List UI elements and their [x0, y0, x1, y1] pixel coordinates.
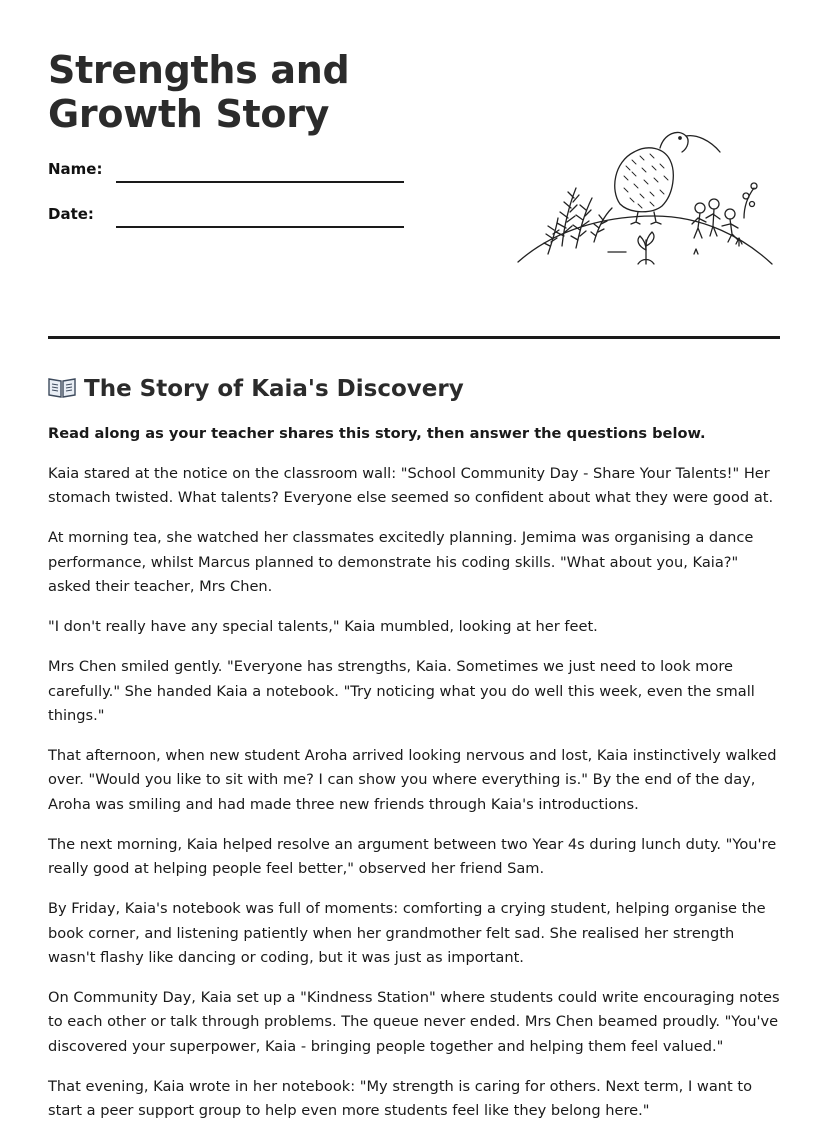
worksheet-header	[48, 0, 780, 402]
child-head-1	[695, 203, 705, 213]
name-label: Name:	[48, 160, 103, 178]
worksheet-page	[48, 0, 780, 1120]
name-write-line[interactable]	[116, 181, 404, 183]
story-paragraph: Kaia stared at the notice on the classroom wall: "School Community Day - Share Your Talents!" Her stomach twisted. What talents? Everyone else seemed so confident about what they were good at.	[48, 465, 774, 507]
story-paragraph: On Community Day, Kaia set up a "Kindness Station" where students could write encouraging notes to each other or talk through problems. The queue never ended. Mrs Chen beamed proudly. "You've discovered your superpower, Kaia - bringing people together and helping them feel valued."	[48, 989, 780, 1055]
hill-outline	[518, 216, 772, 264]
date-field[interactable]	[48, 205, 408, 231]
page-title: Strengths and Growth Story	[48, 48, 350, 136]
kiwi-beak	[686, 136, 720, 152]
kiwi-bird-hill-illustration	[514, 118, 778, 270]
story-paragraph: Mrs Chen smiled gently. "Everyone has strengths, Kaia. Sometimes we just need to look more carefully." She handed Kaia a notebook. "Try noticing what you do well this week, even the small things."	[48, 658, 755, 725]
story-paragraph: By Friday, Kaia's notebook was full of moments: comforting a crying student, helping organise the book corner, and listening patiently when her grandmother felt sad. She realised her strength wasn't flashy like dancing or coding, but it was just as important.	[48, 900, 766, 967]
section-title: The Story of Kaia's Discovery	[84, 376, 464, 402]
story-paragraph: The next morning, Kaia helped resolve an argument between two Year 4s during lunch duty. "You're really good at helping people feel better," observed her friend Sam.	[48, 835, 777, 878]
child-head-2	[709, 199, 719, 209]
section-heading	[48, 374, 464, 404]
name-field[interactable]	[48, 160, 408, 186]
story-paragraph: "I don't really have any special talents," Kaia mumbled, looking at her feet.	[48, 618, 598, 636]
story-paragraph: That afternoon, when new student Aroha arrived looking nervous and lost, Kaia instinctively walked over. "Would you like to sit with me? I can show you where everything is." By the end of the day, Aroha was smiling and had made three new friends through Kaia's introductions.	[48, 747, 777, 813]
story-body	[48, 422, 780, 1139]
date-label: Date:	[48, 205, 94, 223]
story-paragraph: That evening, Kaia wrote in her notebook: "My strength is caring for others. Next term, I want to start a peer support group to help even more students feel like they belong here."	[48, 1077, 753, 1120]
kiwi-head	[660, 132, 688, 152]
header-divider	[48, 336, 780, 339]
child-head-3	[725, 209, 735, 219]
date-write-line[interactable]	[116, 226, 404, 228]
open-book-icon	[48, 376, 76, 398]
story-paragraph: At morning tea, she watched her classmates excitedly planning. Jemima was organising a dance performance, whilst Marcus planned to demonstrate his coding skills. "What about you, Kaia?" asked their teacher, Mrs Chen.	[48, 529, 754, 596]
story-instructions: Read along as your teacher shares this story, then answer the questions below.	[48, 425, 706, 442]
